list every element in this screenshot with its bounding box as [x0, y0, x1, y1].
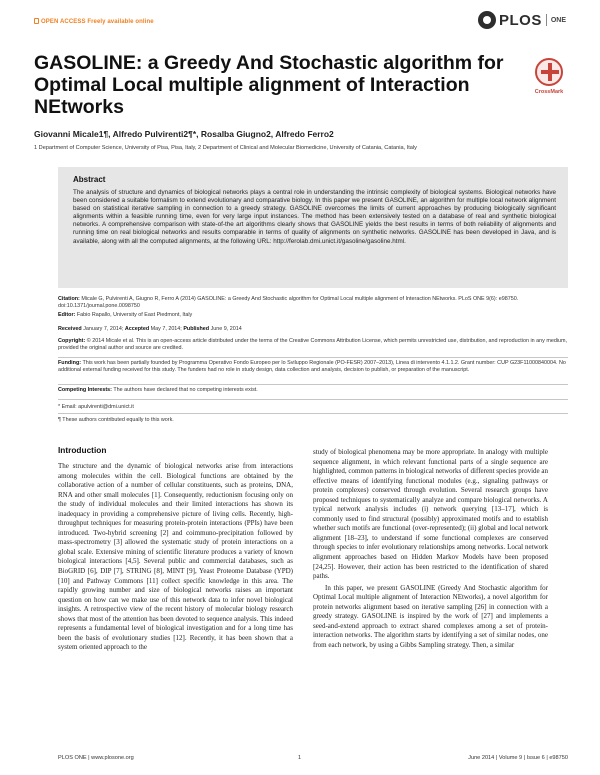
body-paragraph: In this paper, we present GASOLINE (Greedy And Stochastic algorithm for Optimal Local multiple alignment of Interaction NEtworks), a novel algorithm for protein networks alignment based on iterative sampling [26] in connection with a greedy strategy. GASOLINE is inspired by the work of [27] and implements a seed-and-extend approach to extract shared complexes among a set of protein-interaction networks. The algorithm starts by identifying a set of similar nodes, one from each network, by using a Gibbs Sampling strategy. Then, a similar [313, 583, 548, 649]
journal-name: PLOS [498, 11, 542, 29]
accepted-date: May 7, 2014; [150, 326, 182, 332]
meta-divider [58, 413, 568, 414]
citation-line [58, 296, 568, 310]
open-access-text: OPEN ACCESS Freely available online [41, 19, 154, 25]
body-paragraph: The structure and the dynamic of biological networks arise from interactions among molecules within the cell. Biological functions are obtained by the collaborative action of a number of cellular constituents, such as proteins, DNA, RNA and other small molecules [1]. Consequently, reductionism focusing only on the study of individual molecules and their limited interactions has shown its inadequacy in providing a comprehensive picture of living cells. Recently, high-throughput techniques for measuring protein-protein interactions (PPIs) have been introduced. Two-hybrid screening [2] and coimmuno-precipitation followed by mass-spectrometry [3] allowed the systematic study of protein interactions on a global scale. Extensive mining of scientific literature produces a variety of known biological interactions [4,5]. Several public and commercial databases, such as BioGRID [6], DIP [7], STRING [8], MINT [9], Yeast Proteome Database (YPD) [10] and Pathway Commons [11] collect specific knowledge in this area. The rapidly growing number and size of biological networks raises an important question on how can we make use of this network data to infer novel biological insights. A retrospective view of the recent history of molecular biology research shows that most of the attention has been devoted to sequence analysis. This indeed represents a fundamental level of biological investigation and for a long time has been the basis of evolutionary studies [12]. Recently, it has been shown that a system oriented approach to the [58, 462, 293, 652]
plos-logo-icon [478, 11, 496, 29]
meta-divider [58, 384, 568, 385]
competing-interests-line [58, 387, 568, 394]
open-access-banner [34, 18, 154, 25]
crossmark-label: CrossMark [534, 89, 564, 95]
crossmark-badge[interactable] [529, 58, 569, 100]
meta-divider [58, 399, 568, 400]
funding-label: Funding: [58, 360, 82, 366]
editor-line [58, 312, 568, 319]
abstract-heading: Abstract [73, 175, 106, 184]
page-number: 1 [298, 755, 302, 761]
corresponding-email: * Email: apulvirenti@dmi.unict.it [58, 404, 134, 410]
published-date: June 9, 2014 [210, 326, 242, 332]
email-line [58, 404, 568, 411]
abstract-text: The analysis of structure and dynamics of biological networks plays a central role in understanding the intrinsic complexity of biological systems. Biological networks have been considered a suitable formalism to extend evolutionary and comparative biology. In this paper we present GASOLINE, an algorithm for multiple local network alignment based on statistical iterative sampling in connection to a greedy strategy. GASOLINE overcomes the limits of current approaches by producing biologically significant alignments within a feasible running time, even for very large input instances. The method has been extensively tested on a database of real and synthetic biological networks. A comprehensive comparison with state-of-the art algorithms clearly shows that GASOLINE yields the best results in terms of both reliability of alignments and running time on real biological networks and results comparable in terms of quality of alignments on synthetic networks. GASOLINE has been developed in Java, and is available, along with all the computed alignments, at the following URL: http://ferolab.dmi.unict.it/gasoline/gasoline.html. [73, 189, 556, 245]
copyright-label: Copyright: [58, 338, 86, 344]
author-list: Giovanni Micale1¶, Alfredo Pulvirenti2¶*, Rosalba Giugno2, Alfredo Ferro2 [34, 129, 334, 139]
logo-divider [546, 14, 547, 26]
citation-text: Micale G, Pulvirenti A, Giugno R, Ferro A (2014) GASOLINE: a Greedy And Stochastic algorithm for Optimal Local multiple alignment of Interaction NEtworks. PLoS ONE 9(6): e98750. doi:10.1371/journal.pone.0098750 [58, 296, 519, 309]
abstract-box [58, 167, 568, 288]
copyright-text: © 2014 Micale et al. This is an open-access article distributed under the terms of the Creative Commons Attribution License, which permits unrestricted use, distribution, and reproduction in any medium, provided the original author and source are credited. [58, 338, 568, 351]
published-label: Published [183, 326, 210, 332]
editor-text: Fabio Rapallo, University of East Piedmont, Italy [76, 312, 193, 318]
funding-text: This work has been partially founded by Programma Operativo Fondo Europeo per lo Sviluppo Regionale (PO-FESR) 2007–2013), Linea di intervento 4.1.1.2. Grant number: CUP G23F11000840004. No additional external funding received for this study. The funders had no role in study design, data collection and analysis, decision to publish, or preparation of the manuscript. [58, 360, 566, 373]
dates-line [58, 326, 568, 333]
journal-header [34, 10, 566, 32]
contribution-line [58, 417, 568, 424]
journal-subname: ONE [550, 16, 566, 24]
competing-label: Competing Interests: [58, 387, 112, 393]
copyright-line [58, 338, 568, 352]
meta-divider [58, 357, 568, 358]
journal-logo [478, 10, 566, 30]
citation-label: Citation: [58, 296, 80, 302]
competing-text: The authors have declared that no competing interests exist. [113, 387, 258, 393]
accepted-label: Accepted [124, 326, 150, 332]
intro-left-column [58, 445, 293, 653]
article-title: GASOLINE: a Greedy And Stochastic algorithm for Optimal Local multiple alignment of Interaction NEtworks [34, 52, 504, 118]
editor-label: Editor: [58, 312, 76, 318]
crossmark-icon [535, 58, 563, 86]
intro-right-column [313, 448, 548, 650]
open-lock-icon [34, 18, 39, 24]
body-paragraph: study of biological phenomena may be more appropriate. In analogy with multiple sequence alignment, in which relevant functional parts of a single sequence are highlighted, common patterns in biological networks of different species provide an effective means of identifying functional modules (e.g., signaling pathways or protein complexes) conserved through evolution. Several research groups have proposed techniques to systematically analyze and compare biological networks. A typical network analysis includes (i) network querying [13–17], which is commonly used to find structural (possibly) approximated motifs and to establish whether such motifs are functional (over-represented); (ii) global and local network alignment [18–23], to understand if some functional complexes are conserved through species to infer evolutionary relationships among networks. Local network alignment approaches based on Hidden Markov Models have been proposed [24,25]. However, their action has been restricted to the identification of shared paths. [313, 448, 548, 581]
contribution-note: ¶ These authors contributed equally to this work. [58, 417, 174, 423]
affiliations: 1 Department of Computer Science, University of Pisa, Pisa, Italy, 2 Department of Clinical and Molecular Biomedicine, University of Catania, Catania, Italy [34, 145, 417, 151]
footer-issue: June 2014 | Volume 9 | Issue 6 | e98750 [468, 755, 568, 761]
received-label: Received [58, 326, 82, 332]
section-heading: Introduction [58, 445, 107, 455]
page-footer [58, 755, 568, 765]
received-date: January 7, 2014; [83, 326, 124, 332]
footer-journal: PLOS ONE | www.plosone.org [58, 755, 134, 761]
funding-line [58, 360, 568, 374]
